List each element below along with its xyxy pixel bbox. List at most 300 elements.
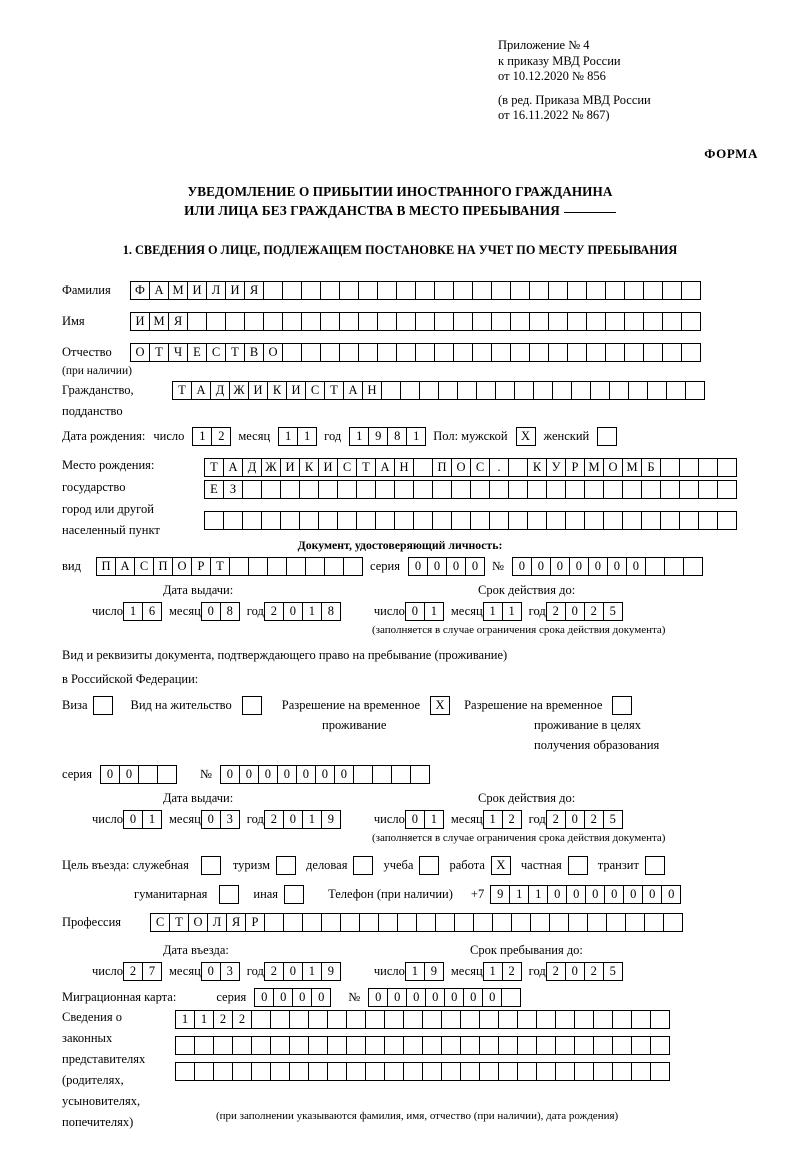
character-cell[interactable]: 2 [546, 810, 566, 829]
character-cell[interactable] [662, 312, 682, 331]
character-cell[interactable]: И [286, 381, 306, 400]
character-cell[interactable] [624, 343, 644, 362]
character-cell[interactable] [555, 1010, 575, 1029]
character-cell[interactable] [359, 913, 379, 932]
character-cell[interactable] [213, 1036, 233, 1055]
identity-issue-year-input[interactable] [264, 602, 340, 621]
character-cell[interactable]: 1 [278, 427, 298, 446]
character-cell[interactable] [647, 381, 667, 400]
character-cell[interactable] [510, 312, 530, 331]
character-cell[interactable] [339, 312, 359, 331]
identity-issue-month-input[interactable] [201, 602, 239, 621]
character-cell[interactable]: 9 [424, 962, 444, 981]
character-cell[interactable]: 2 [502, 962, 522, 981]
citizenship-input[interactable] [172, 381, 704, 400]
character-cell[interactable] [356, 480, 376, 499]
character-cell[interactable]: С [206, 343, 226, 362]
character-cell[interactable] [441, 1062, 461, 1081]
character-cell[interactable]: 0 [405, 810, 425, 829]
purpose-transit-checkbox[interactable] [645, 856, 665, 875]
character-cell[interactable]: 0 [642, 885, 662, 904]
character-cell[interactable] [584, 480, 604, 499]
character-cell[interactable] [289, 1010, 309, 1029]
character-cell[interactable] [622, 511, 642, 530]
character-cell[interactable] [587, 913, 607, 932]
character-cell[interactable] [308, 1010, 328, 1029]
character-cell[interactable]: М [622, 458, 642, 477]
character-cell[interactable]: 0 [588, 557, 608, 576]
character-cell[interactable]: Р [565, 458, 585, 477]
character-cell[interactable] [568, 913, 588, 932]
identity-valid-year-input[interactable] [546, 602, 622, 621]
character-cell[interactable]: 0 [296, 765, 316, 784]
character-cell[interactable] [204, 511, 224, 530]
character-cell[interactable] [353, 765, 373, 784]
identity-valid-day-input[interactable] [405, 602, 443, 621]
character-cell[interactable] [603, 511, 623, 530]
character-cell[interactable] [301, 281, 321, 300]
character-cell[interactable] [244, 312, 264, 331]
character-cell[interactable]: 0 [201, 602, 221, 621]
character-cell[interactable] [302, 913, 322, 932]
character-cell[interactable] [698, 480, 718, 499]
character-cell[interactable]: О [451, 458, 471, 477]
character-cell[interactable] [586, 281, 606, 300]
representatives-input-3[interactable] [175, 1062, 669, 1081]
character-cell[interactable] [643, 312, 663, 331]
character-cell[interactable]: В [244, 343, 264, 362]
character-cell[interactable]: 0 [565, 810, 585, 829]
character-cell[interactable]: 2 [264, 810, 284, 829]
character-cell[interactable]: Б [641, 458, 661, 477]
character-cell[interactable] [422, 1036, 442, 1055]
character-cell[interactable] [261, 511, 281, 530]
character-cell[interactable] [530, 913, 550, 932]
character-cell[interactable] [536, 1010, 556, 1029]
character-cell[interactable] [175, 1036, 195, 1055]
character-cell[interactable] [517, 1010, 537, 1029]
character-cell[interactable] [400, 381, 420, 400]
character-cell[interactable]: Е [187, 343, 207, 362]
character-cell[interactable]: 1 [424, 602, 444, 621]
character-cell[interactable]: А [115, 557, 135, 576]
character-cell[interactable]: О [603, 458, 623, 477]
surname-input[interactable] [130, 281, 700, 300]
character-cell[interactable] [625, 913, 645, 932]
character-cell[interactable]: 0 [405, 602, 425, 621]
birth-place-input-3[interactable] [204, 511, 736, 530]
character-cell[interactable]: 0 [201, 810, 221, 829]
character-cell[interactable] [470, 511, 490, 530]
character-cell[interactable] [492, 913, 512, 932]
character-cell[interactable] [229, 557, 249, 576]
character-cell[interactable] [270, 1036, 290, 1055]
character-cell[interactable] [339, 343, 359, 362]
character-cell[interactable]: 2 [584, 602, 604, 621]
character-cell[interactable] [476, 381, 496, 400]
character-cell[interactable]: 0 [623, 885, 643, 904]
character-cell[interactable]: 1 [302, 602, 322, 621]
character-cell[interactable] [248, 557, 268, 576]
birth-year-input[interactable] [349, 427, 425, 446]
character-cell[interactable] [679, 480, 699, 499]
character-cell[interactable]: 2 [546, 602, 566, 621]
character-cell[interactable] [396, 343, 416, 362]
character-cell[interactable] [289, 1062, 309, 1081]
character-cell[interactable]: 8 [387, 427, 407, 446]
character-cell[interactable] [643, 281, 663, 300]
character-cell[interactable] [491, 281, 511, 300]
residence-issue-month-input[interactable] [201, 810, 239, 829]
character-cell[interactable] [435, 913, 455, 932]
character-cell[interactable]: 2 [584, 810, 604, 829]
character-cell[interactable] [529, 312, 549, 331]
character-cell[interactable] [283, 913, 303, 932]
character-cell[interactable]: 1 [405, 962, 425, 981]
purpose-business-checkbox[interactable] [353, 856, 373, 875]
character-cell[interactable]: 0 [465, 557, 485, 576]
character-cell[interactable]: 0 [512, 557, 532, 576]
character-cell[interactable] [590, 381, 610, 400]
character-cell[interactable]: 2 [213, 1010, 233, 1029]
character-cell[interactable] [498, 1036, 518, 1055]
character-cell[interactable] [318, 480, 338, 499]
character-cell[interactable] [223, 511, 243, 530]
character-cell[interactable] [529, 343, 549, 362]
character-cell[interactable] [301, 343, 321, 362]
character-cell[interactable] [377, 281, 397, 300]
character-cell[interactable]: 0 [446, 557, 466, 576]
character-cell[interactable]: Т [204, 458, 224, 477]
character-cell[interactable] [339, 281, 359, 300]
character-cell[interactable] [660, 480, 680, 499]
character-cell[interactable]: 0 [283, 810, 303, 829]
character-cell[interactable]: П [432, 458, 452, 477]
character-cell[interactable]: 0 [661, 885, 681, 904]
character-cell[interactable] [270, 1010, 290, 1029]
character-cell[interactable] [508, 458, 528, 477]
character-cell[interactable] [605, 281, 625, 300]
character-cell[interactable]: 1 [302, 962, 322, 981]
residence-issue-year-input[interactable] [264, 810, 340, 829]
character-cell[interactable] [622, 480, 642, 499]
purpose-tourism-checkbox[interactable] [276, 856, 296, 875]
character-cell[interactable] [631, 1062, 651, 1081]
character-cell[interactable] [434, 343, 454, 362]
character-cell[interactable]: 2 [232, 1010, 252, 1029]
character-cell[interactable]: С [470, 458, 490, 477]
character-cell[interactable] [650, 1010, 670, 1029]
character-cell[interactable]: И [187, 281, 207, 300]
birth-month-input[interactable] [278, 427, 316, 446]
character-cell[interactable] [438, 381, 458, 400]
character-cell[interactable] [683, 557, 703, 576]
character-cell[interactable] [479, 1036, 499, 1055]
character-cell[interactable] [175, 1062, 195, 1081]
character-cell[interactable] [384, 1036, 404, 1055]
birth-place-input-2[interactable] [204, 480, 736, 499]
character-cell[interactable] [549, 913, 569, 932]
patronymic-input[interactable] [130, 343, 700, 362]
character-cell[interactable] [548, 343, 568, 362]
birth-place-input-1[interactable] [204, 458, 736, 477]
character-cell[interactable]: 0 [427, 557, 447, 576]
character-cell[interactable] [358, 343, 378, 362]
character-cell[interactable] [641, 511, 661, 530]
character-cell[interactable] [206, 312, 226, 331]
character-cell[interactable]: Д [210, 381, 230, 400]
character-cell[interactable] [650, 1036, 670, 1055]
character-cell[interactable] [717, 511, 737, 530]
character-cell[interactable]: Т [149, 343, 169, 362]
purpose-other-checkbox[interactable] [284, 885, 304, 904]
character-cell[interactable] [567, 312, 587, 331]
character-cell[interactable] [527, 511, 547, 530]
migration-card-series-input[interactable] [254, 988, 330, 1007]
character-cell[interactable]: Н [362, 381, 382, 400]
character-cell[interactable] [605, 312, 625, 331]
character-cell[interactable] [567, 343, 587, 362]
character-cell[interactable] [365, 1010, 385, 1029]
character-cell[interactable] [628, 381, 648, 400]
character-cell[interactable]: 5 [603, 602, 623, 621]
purpose-private-checkbox[interactable] [568, 856, 588, 875]
character-cell[interactable] [301, 312, 321, 331]
entry-month-input[interactable] [201, 962, 239, 981]
character-cell[interactable]: Я [226, 913, 246, 932]
phone-input[interactable] [490, 885, 680, 904]
character-cell[interactable] [664, 557, 684, 576]
character-cell[interactable] [375, 480, 395, 499]
character-cell[interactable]: 0 [585, 885, 605, 904]
character-cell[interactable]: 3 [220, 810, 240, 829]
character-cell[interactable]: С [305, 381, 325, 400]
character-cell[interactable] [501, 988, 521, 1007]
character-cell[interactable] [434, 312, 454, 331]
character-cell[interactable] [514, 381, 534, 400]
character-cell[interactable] [574, 1010, 594, 1029]
character-cell[interactable]: 5 [603, 810, 623, 829]
character-cell[interactable]: М [584, 458, 604, 477]
character-cell[interactable] [286, 557, 306, 576]
character-cell[interactable] [320, 343, 340, 362]
character-cell[interactable]: Ф [130, 281, 150, 300]
character-cell[interactable] [394, 480, 414, 499]
character-cell[interactable] [663, 913, 683, 932]
character-cell[interactable]: 0 [607, 557, 627, 576]
character-cell[interactable] [660, 458, 680, 477]
character-cell[interactable] [666, 381, 686, 400]
character-cell[interactable] [441, 1036, 461, 1055]
character-cell[interactable] [324, 557, 344, 576]
character-cell[interactable] [612, 1062, 632, 1081]
character-cell[interactable]: О [130, 343, 150, 362]
character-cell[interactable] [660, 511, 680, 530]
character-cell[interactable] [232, 1062, 252, 1081]
character-cell[interactable]: 0 [283, 962, 303, 981]
character-cell[interactable] [305, 557, 325, 576]
character-cell[interactable] [574, 1062, 594, 1081]
character-cell[interactable] [662, 281, 682, 300]
character-cell[interactable]: А [191, 381, 211, 400]
sex-male-checkbox[interactable]: X [516, 427, 536, 446]
character-cell[interactable]: И [318, 458, 338, 477]
character-cell[interactable]: 0 [565, 962, 585, 981]
temp-residence-checkbox[interactable]: X [430, 696, 450, 715]
character-cell[interactable]: 2 [264, 962, 284, 981]
character-cell[interactable] [346, 1010, 366, 1029]
character-cell[interactable]: Р [245, 913, 265, 932]
character-cell[interactable] [280, 511, 300, 530]
character-cell[interactable]: К [527, 458, 547, 477]
character-cell[interactable]: Т [210, 557, 230, 576]
character-cell[interactable] [432, 480, 452, 499]
character-cell[interactable] [517, 1036, 537, 1055]
character-cell[interactable] [498, 1010, 518, 1029]
character-cell[interactable] [413, 480, 433, 499]
character-cell[interactable] [441, 1010, 461, 1029]
character-cell[interactable]: Е [204, 480, 224, 499]
character-cell[interactable] [584, 511, 604, 530]
character-cell[interactable]: 0 [425, 988, 445, 1007]
character-cell[interactable] [321, 913, 341, 932]
character-cell[interactable]: Ч [168, 343, 188, 362]
character-cell[interactable] [187, 312, 207, 331]
character-cell[interactable] [377, 343, 397, 362]
character-cell[interactable] [194, 1062, 214, 1081]
character-cell[interactable]: 1 [349, 427, 369, 446]
character-cell[interactable]: 1 [502, 602, 522, 621]
character-cell[interactable] [460, 1010, 480, 1029]
character-cell[interactable]: М [168, 281, 188, 300]
character-cell[interactable]: 0 [531, 557, 551, 576]
character-cell[interactable] [491, 343, 511, 362]
identity-series-input[interactable] [408, 557, 484, 576]
character-cell[interactable] [548, 312, 568, 331]
character-cell[interactable] [308, 1062, 328, 1081]
character-cell[interactable]: Л [206, 281, 226, 300]
character-cell[interactable]: 0 [566, 885, 586, 904]
character-cell[interactable]: У [546, 458, 566, 477]
character-cell[interactable] [495, 381, 515, 400]
character-cell[interactable] [327, 1062, 347, 1081]
residence-number-input[interactable] [220, 765, 429, 784]
character-cell[interactable] [555, 1036, 575, 1055]
character-cell[interactable]: 6 [142, 602, 162, 621]
character-cell[interactable]: 2 [546, 962, 566, 981]
character-cell[interactable]: Я [244, 281, 264, 300]
character-cell[interactable]: 0 [368, 988, 388, 1007]
character-cell[interactable]: 0 [463, 988, 483, 1007]
residence-permit-checkbox[interactable] [242, 696, 262, 715]
character-cell[interactable]: 2 [123, 962, 143, 981]
residence-issue-day-input[interactable] [123, 810, 161, 829]
character-cell[interactable] [337, 511, 357, 530]
character-cell[interactable]: 0 [626, 557, 646, 576]
character-cell[interactable] [384, 1062, 404, 1081]
character-cell[interactable]: Т [172, 381, 192, 400]
purpose-study-checkbox[interactable] [419, 856, 439, 875]
character-cell[interactable] [422, 1062, 442, 1081]
character-cell[interactable]: 7 [142, 962, 162, 981]
character-cell[interactable] [536, 1062, 556, 1081]
character-cell[interactable]: 0 [408, 557, 428, 576]
character-cell[interactable] [679, 458, 699, 477]
character-cell[interactable] [552, 381, 572, 400]
character-cell[interactable]: 1 [528, 885, 548, 904]
character-cell[interactable] [267, 557, 287, 576]
entry-day-input[interactable] [123, 962, 161, 981]
character-cell[interactable] [612, 1010, 632, 1029]
character-cell[interactable] [403, 1062, 423, 1081]
character-cell[interactable]: И [248, 381, 268, 400]
character-cell[interactable] [270, 1062, 290, 1081]
character-cell[interactable] [422, 1010, 442, 1029]
character-cell[interactable] [565, 511, 585, 530]
character-cell[interactable] [624, 312, 644, 331]
character-cell[interactable]: 0 [239, 765, 259, 784]
character-cell[interactable]: . [489, 458, 509, 477]
character-cell[interactable] [546, 511, 566, 530]
character-cell[interactable] [194, 1036, 214, 1055]
character-cell[interactable] [396, 281, 416, 300]
character-cell[interactable] [415, 312, 435, 331]
character-cell[interactable] [232, 1036, 252, 1055]
character-cell[interactable] [242, 480, 262, 499]
identity-issue-day-input[interactable] [123, 602, 161, 621]
character-cell[interactable] [384, 1010, 404, 1029]
representatives-input-2[interactable] [175, 1036, 669, 1055]
character-cell[interactable]: 1 [302, 810, 322, 829]
character-cell[interactable] [320, 312, 340, 331]
character-cell[interactable] [242, 511, 262, 530]
character-cell[interactable]: 0 [565, 602, 585, 621]
character-cell[interactable]: 8 [220, 602, 240, 621]
character-cell[interactable]: 9 [490, 885, 510, 904]
character-cell[interactable] [679, 511, 699, 530]
character-cell[interactable] [472, 343, 492, 362]
character-cell[interactable] [365, 1036, 385, 1055]
identity-type-input[interactable] [96, 557, 362, 576]
character-cell[interactable] [612, 1036, 632, 1055]
character-cell[interactable] [280, 480, 300, 499]
stay-day-input[interactable] [405, 962, 443, 981]
birth-day-input[interactable] [192, 427, 230, 446]
character-cell[interactable] [261, 480, 281, 499]
character-cell[interactable] [327, 1036, 347, 1055]
character-cell[interactable] [413, 511, 433, 530]
character-cell[interactable]: 0 [277, 765, 297, 784]
character-cell[interactable]: Ж [261, 458, 281, 477]
character-cell[interactable] [282, 343, 302, 362]
residence-valid-year-input[interactable] [546, 810, 622, 829]
character-cell[interactable]: 0 [292, 988, 312, 1007]
character-cell[interactable]: А [343, 381, 363, 400]
character-cell[interactable] [320, 281, 340, 300]
character-cell[interactable] [213, 1062, 233, 1081]
character-cell[interactable] [548, 281, 568, 300]
entry-year-input[interactable] [264, 962, 340, 981]
character-cell[interactable] [489, 511, 509, 530]
character-cell[interactable] [470, 480, 490, 499]
character-cell[interactable]: Я [168, 312, 188, 331]
character-cell[interactable] [327, 1010, 347, 1029]
character-cell[interactable] [453, 343, 473, 362]
character-cell[interactable] [397, 913, 417, 932]
character-cell[interactable]: 9 [321, 810, 341, 829]
character-cell[interactable] [650, 1062, 670, 1081]
character-cell[interactable]: С [150, 913, 170, 932]
